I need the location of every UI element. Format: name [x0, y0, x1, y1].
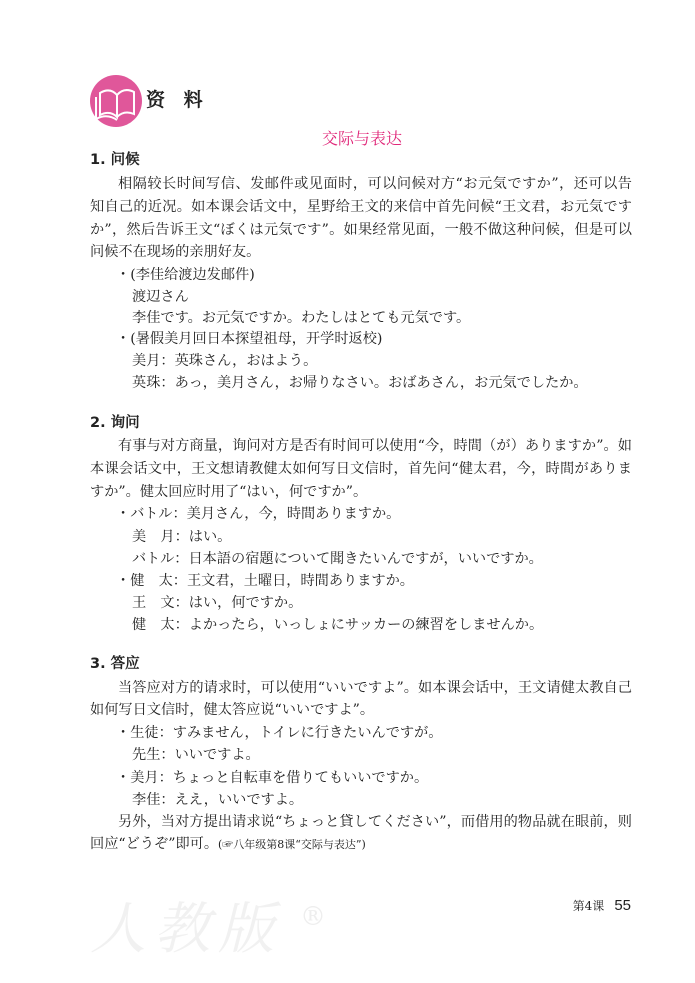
example-line: 健 太：よかったら，いっしょにサッカーの練習をしませんか。 — [132, 617, 544, 633]
example-line: ・健 太：王文君，土曜日，時間ありますか。 — [116, 573, 414, 589]
page-number: 55 — [614, 897, 631, 914]
section-label: 资 料 — [146, 89, 209, 111]
example-line: 李佳：ええ，いいですよ。 — [132, 792, 304, 808]
paragraph-line: 如何写日文信时，健太答应说“いいですよ”。 — [90, 702, 375, 718]
example-line: 英珠：あっ，美月さん，お帰りなさい。おばあさん，お元気でしたか。 — [132, 375, 588, 391]
paragraph-line: 问候不在现场的亲朋好友。 — [90, 244, 261, 260]
example-line: 李佳です。お元気ですか。わたしはとても元気です。 — [132, 310, 471, 326]
book-icon — [90, 75, 142, 127]
example-line: ・(李佳给渡边发邮件) — [116, 267, 255, 283]
example-line: 渡辺さん — [132, 289, 189, 305]
paragraph-line: 另外，当对方提出请求说“ちょっと貸してください”，而借用的物品就在眼前，则 — [118, 814, 632, 830]
example-line: 先生：いいですよ。 — [132, 747, 260, 763]
section-heading: 2. 询问 — [90, 415, 140, 431]
paragraph-line: 知自己的近况。如本课会话文中，星野给王文的来信中首先问候“王文君，お元気です — [90, 199, 632, 215]
example-line: ・美月：ちょっと自転車を借りてもいいですか。 — [116, 770, 429, 786]
page-title: 交际与表达 — [321, 129, 402, 148]
page-footer — [573, 896, 631, 916]
lesson-label: 第4课 — [572, 899, 605, 913]
example-line: バトル：日本語の宿題について聞きたいんですが，いいですか。 — [132, 551, 543, 567]
cross-reference: (☞八年级第8课“交际与表达”) — [218, 838, 366, 851]
section-heading: 1. 问候 — [90, 152, 140, 168]
paragraph-line — [90, 834, 632, 855]
example-line: ・(暑假美月回日本探望祖母，开学时返校) — [116, 331, 383, 347]
paragraph-line: 有事与对方商量，询问对方是否有时间可以使用“今，時間（が）ありますか”。如 — [118, 438, 632, 454]
example-line: 王 文：はい，何ですか。 — [132, 595, 303, 611]
example-line: 美月：英珠さん，おはよう。 — [132, 353, 318, 369]
section-heading: 3. 答应 — [90, 656, 140, 672]
paragraph-line: 相隔较长时间写信、发邮件或见面时，可以问候对方“お元気ですか”，还可以告 — [118, 176, 632, 192]
paragraph-line: すか”。健太回应时用了“はい，何ですか”。 — [90, 484, 368, 500]
example-line: ・バトル：美月さん，今，時間ありますか。 — [116, 506, 401, 522]
paragraph-text: 回应“どうぞ”即可。 — [90, 836, 219, 852]
example-line: 美 月：はい。 — [132, 529, 232, 545]
example-line: ・生徒：すみません，トイレに行きたいんですが。 — [116, 725, 443, 741]
watermark: 人教版 — [90, 897, 282, 962]
watermark-mark: ® — [300, 902, 326, 932]
paragraph-line: 当答应对方的请求时，可以使用“いいですよ”。如本课会话中，王文请健太教自己 — [118, 680, 632, 696]
paragraph-line: 本课会话文中，王文想请教健太如何写日文信时，首先问“健太君，今，時間がありま — [90, 461, 632, 477]
paragraph-line: か”，然后告诉王文“ぼくは元気です”。如果经常见面，一般不做这种问候，但是可以 — [90, 222, 632, 238]
